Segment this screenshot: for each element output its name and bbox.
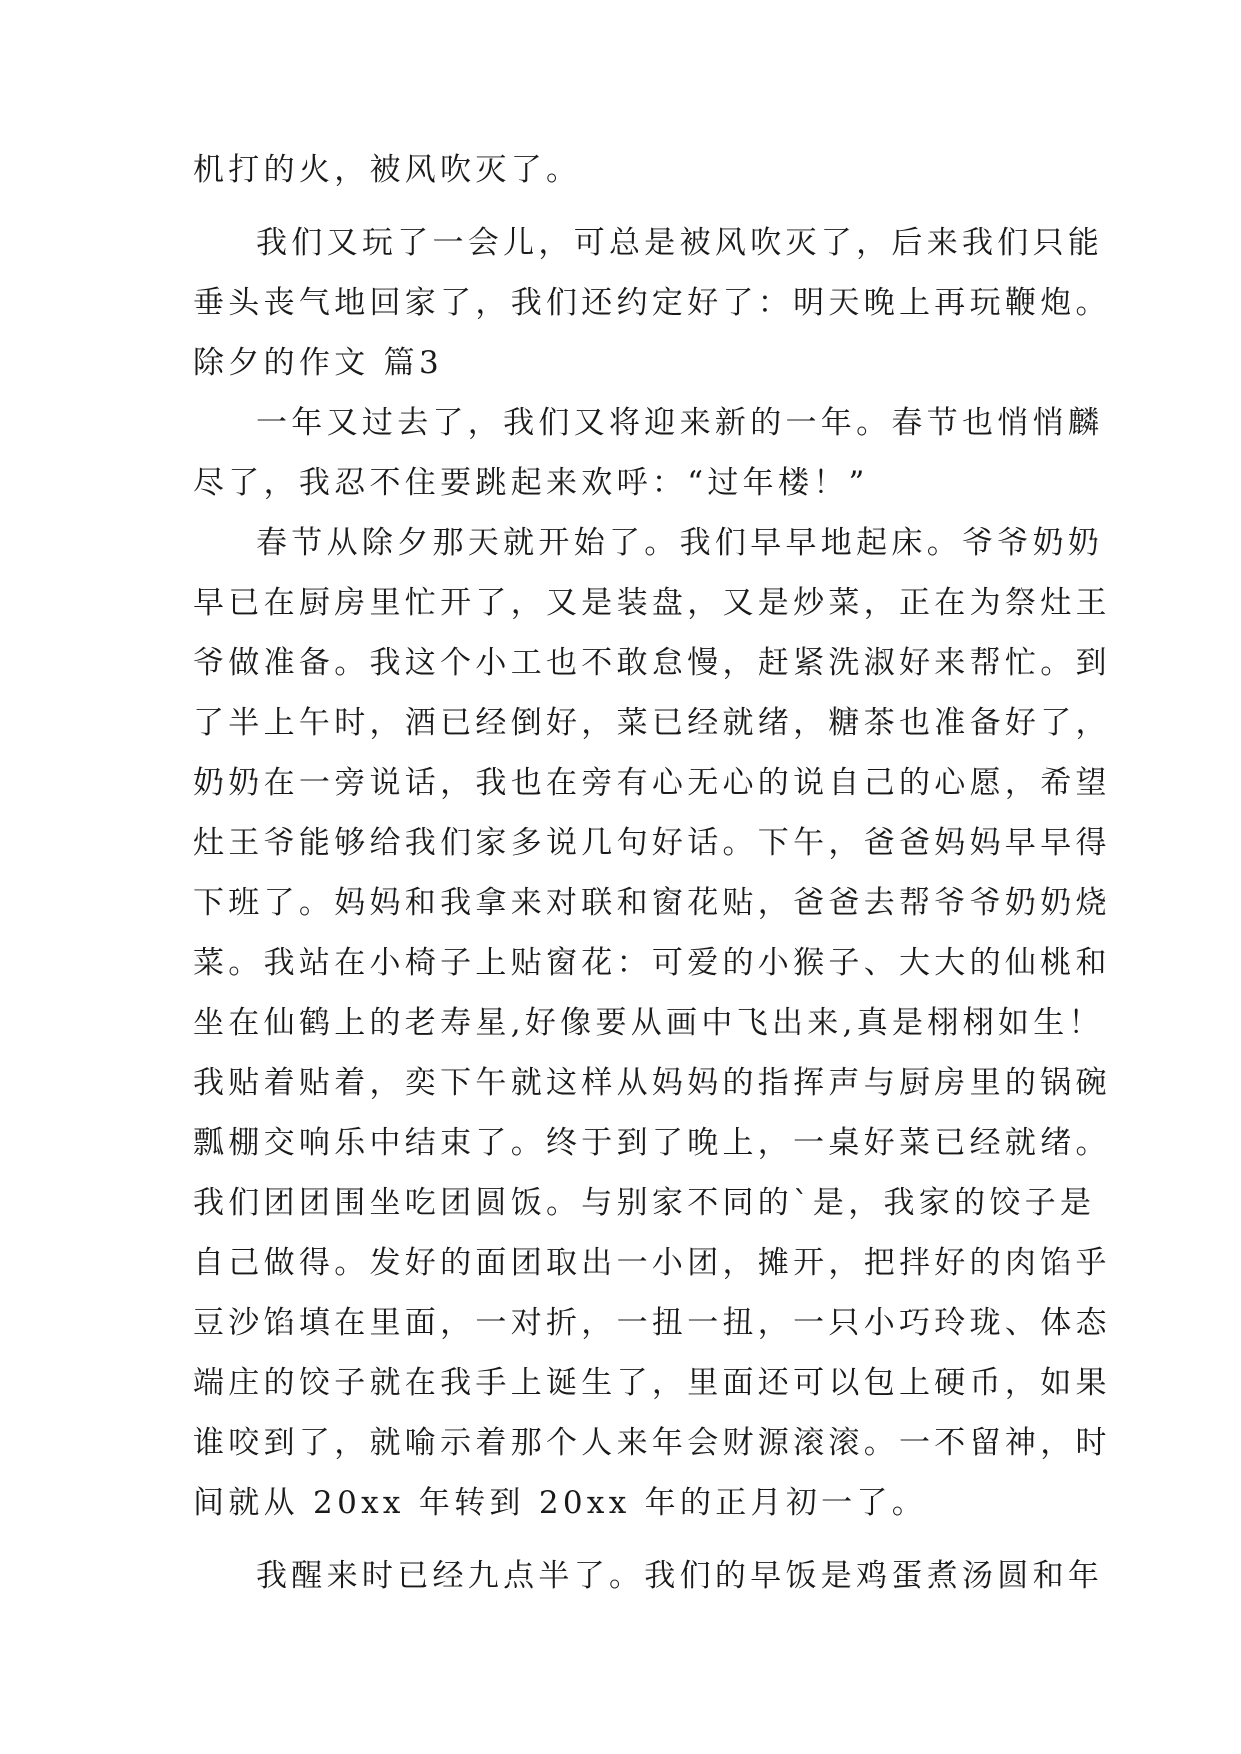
- text-line: 下班了。妈妈和我拿来对联和窗花贴，爸爸去帮爷爷奶奶烧: [193, 885, 1111, 921]
- text-line: 灶王爷能够给我们家多说几句好话。下午，爸爸妈妈早早得: [193, 825, 1111, 861]
- text-line: 机打的火，被风吹灭了。: [193, 152, 582, 188]
- text-line: 春节从除夕那天就开始了。我们早早地起床。爷爷奶奶: [256, 525, 1104, 561]
- text-line: 我醒来时已经九点半了。我们的早饭是鸡蛋煮汤圆和年: [256, 1558, 1104, 1594]
- section-heading: 除夕的作文 篇3: [193, 345, 443, 381]
- text-line: 豆沙馅填在里面，一对折，一扭一扭，一只小巧玲珑、体态: [193, 1305, 1111, 1341]
- text-line: 瓢棚交响乐中结束了。终于到了晚上，一桌好菜已经就绪。: [193, 1125, 1111, 1161]
- text-line: 尽了，我忍不住要跳起来欢呼：“过年楼！”: [193, 465, 869, 501]
- text-line: 坐在仙鹤上的老寿星,好像要从画中飞出来,真是栩栩如生！: [193, 1005, 1104, 1041]
- text-line: 早已在厨房里忙开了，又是装盘，又是炒菜，正在为祭灶王: [193, 585, 1111, 621]
- text-line: 我贴着贴着，奕下午就这样从妈妈的指挥声与厨房里的锅碗: [193, 1065, 1111, 1101]
- text-line: 爷做准备。我这个小工也不敢怠慢，赶紧洗淑好来帮忙。到: [193, 645, 1111, 681]
- text-line: 奶奶在一旁说话，我也在旁有心无心的说自己的心愿，希望: [193, 765, 1111, 801]
- text-line: 谁咬到了，就喻示着那个人来年会财源滚滚。一不留神，时: [193, 1425, 1111, 1461]
- text-line: 了半上午时，酒已经倒好，菜已经就绪，糖茶也准备好了，: [193, 705, 1111, 741]
- text-line: 自己做得。发好的面团取出一小团，摊开，把拌好的肉馅乎: [193, 1245, 1111, 1281]
- text-line: 我们又玩了一会儿，可总是被风吹灭了，后来我们只能: [256, 225, 1104, 261]
- text-line: 垂头丧气地回家了，我们还约定好了：明天晚上再玩鞭炮。: [193, 285, 1111, 321]
- text-line: 菜。我站在小椅子上贴窗花：可爱的小猴子、大大的仙桃和: [193, 945, 1111, 981]
- text-line: 我们团团围坐吃团圆饭。与别家不同的`是，我家的饺子是: [193, 1185, 1096, 1221]
- text-line: 端庄的饺子就在我手上诞生了，里面还可以包上硬币，如果: [193, 1365, 1111, 1401]
- text-line: 一年又过去了，我们又将迎来新的一年。春节也悄悄麟: [256, 405, 1104, 441]
- text-line: 间就从 20xx 年转到 20xx 年的正月初一了。: [193, 1485, 928, 1521]
